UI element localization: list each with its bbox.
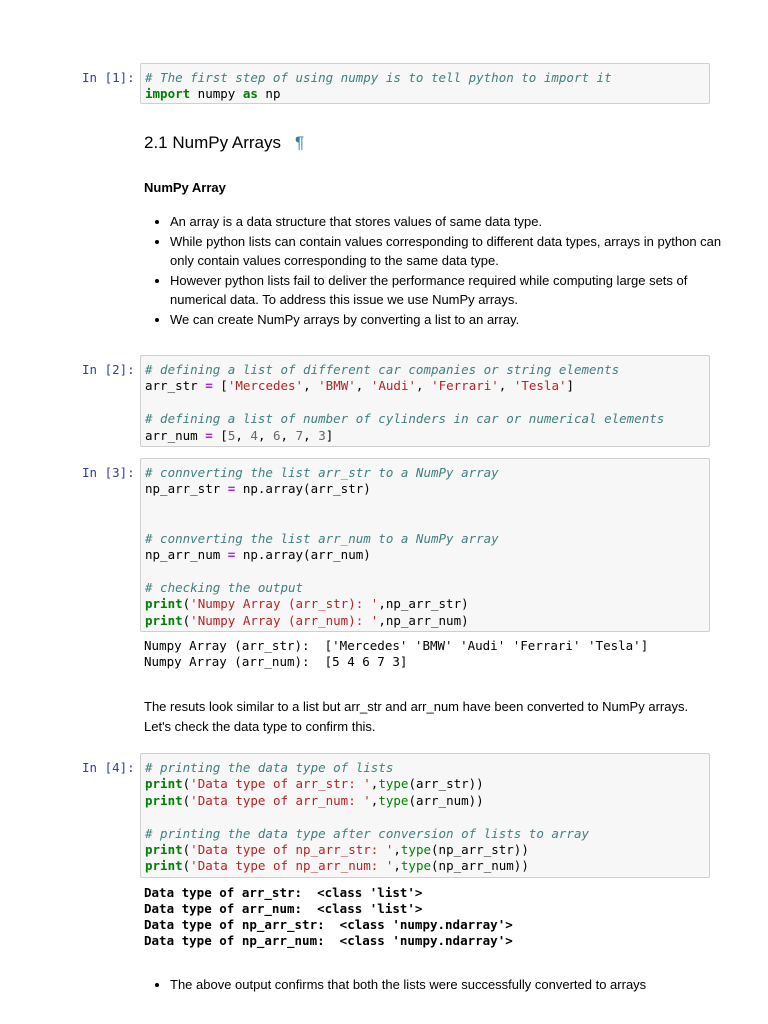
paragraph-line: Let's check the data type to confirm this.: [144, 719, 376, 734]
code-token: print: [145, 776, 183, 792]
code-token: ,: [235, 427, 251, 443]
cell-3-output: [144, 638, 648, 670]
code-token: (: [182, 792, 191, 808]
code-line[interactable]: [145, 547, 705, 563]
cell-1-prompt: In [1]:: [82, 70, 135, 85]
code-token: print: [145, 858, 183, 874]
list-item: • We can create NumPy arrays by converting a list to an array.: [170, 310, 740, 330]
code-line[interactable]: [145, 481, 705, 497]
bullet-list-2: [144, 975, 740, 995]
code-token: import: [145, 86, 191, 102]
output-line: Data type of arr_num: <class 'list'>: [144, 901, 423, 916]
code-line[interactable]: [145, 809, 705, 825]
code-cell-4[interactable]: [140, 753, 710, 878]
code-token: =: [227, 481, 236, 497]
code-token: (arr_num)): [408, 792, 484, 808]
code-line[interactable]: [145, 858, 705, 874]
code-line[interactable]: [145, 411, 705, 427]
list-item: • While python lists can contain values corresponding to different data types, arrays in python can only contain values corresponding to the same data type.: [170, 232, 740, 271]
code-token: (: [182, 776, 191, 792]
code-token: (arr_str)): [408, 776, 484, 792]
code-token: np.array(arr_str): [235, 481, 371, 497]
section-heading: [144, 133, 304, 153]
code-line[interactable]: [145, 428, 705, 444]
code-token: print: [145, 612, 183, 628]
code-token: np_arr_str: [145, 481, 228, 497]
code-token: (: [182, 858, 191, 874]
list-item: • The above output confirms that both the lists were successfully converted to arrays: [170, 975, 740, 995]
code-token: 5: [227, 427, 236, 443]
code-line[interactable]: [145, 378, 705, 394]
code-token: numpy: [190, 86, 243, 102]
code-cell-1[interactable]: [140, 63, 710, 104]
anchor-link-icon[interactable]: ¶: [295, 133, 305, 152]
cell-2-prompt: In [2]:: [82, 362, 135, 377]
code-token: [: [212, 378, 228, 394]
code-token: 6: [273, 427, 281, 443]
code-token: 4: [250, 427, 258, 443]
code-cell-2[interactable]: [140, 355, 710, 447]
code-token: ,: [393, 858, 401, 874]
code-line[interactable]: [145, 86, 705, 102]
code-token: np: [257, 86, 281, 102]
code-line[interactable]: [145, 580, 705, 596]
code-token: 'Data type of np_arr_num: ': [190, 858, 394, 874]
code-token: ]: [325, 427, 334, 443]
code-token: ,: [370, 776, 379, 792]
code-token: # defining a list of number of cylinders in car or numerical elements: [145, 411, 665, 427]
code-token: 'Numpy Array (arr_num): ': [190, 612, 379, 628]
code-token: ,: [257, 427, 273, 443]
output-line: Data type of arr_str: <class 'list'>: [144, 885, 423, 900]
code-token: =: [227, 546, 236, 562]
code-token: 'Data type of np_arr_str: ': [190, 841, 394, 857]
code-token: ,: [280, 427, 296, 443]
code-token: # defining a list of different car companies or string elements: [145, 362, 620, 377]
code-line[interactable]: [145, 498, 705, 514]
output-line: Numpy Array (arr_num): [5 4 6 7 3]: [144, 654, 408, 669]
code-line[interactable]: [145, 842, 705, 858]
cell-4-output: [144, 885, 513, 949]
code-line[interactable]: [145, 465, 705, 481]
code-token: # printing the data type of lists: [145, 760, 394, 775]
code-token: ,: [355, 378, 371, 394]
paragraph: [144, 697, 714, 737]
code-token: np.array(arr_num): [235, 546, 371, 562]
code-token: 3: [318, 427, 326, 443]
code-token: ]: [566, 378, 575, 394]
code-line[interactable]: [145, 514, 705, 530]
output-line: Numpy Array (arr_str): ['Mercedes' 'BMW' 'Audi' 'Ferrari' 'Tesla']: [144, 638, 649, 653]
code-token: 'BMW': [318, 378, 356, 394]
code-token: ,np_arr_str): [378, 596, 469, 612]
code-token: arr_str: [145, 378, 206, 394]
code-token: ,: [498, 378, 514, 394]
code-token: 'Mercedes': [227, 378, 304, 394]
code-token: print: [145, 792, 183, 808]
code-line[interactable]: [145, 760, 705, 776]
cell-3-prompt: In [3]:: [82, 465, 135, 480]
code-token: ,: [416, 378, 432, 394]
code-token: np_arr_num: [145, 546, 228, 562]
cell-4-prompt: In [4]:: [82, 760, 135, 775]
code-line[interactable]: [145, 826, 705, 842]
code-token: (: [182, 841, 191, 857]
output-line: Data type of np_arr_str: <class 'numpy.ndarray'>: [144, 917, 513, 932]
code-line[interactable]: [145, 395, 705, 411]
code-token: type: [378, 792, 409, 808]
code-line[interactable]: [145, 70, 705, 86]
code-token: # connverting the list arr_num to a NumPy array: [145, 530, 499, 546]
code-token: (: [182, 612, 191, 628]
code-token: =: [205, 427, 213, 443]
code-line[interactable]: [145, 531, 705, 547]
code-token: 'Numpy Array (arr_str): ': [190, 596, 379, 612]
code-token: (np_arr_str)): [431, 841, 529, 857]
code-token: print: [145, 841, 183, 857]
code-token: ,: [303, 427, 319, 443]
code-token: =: [205, 378, 213, 394]
code-token: 'Tesla': [513, 378, 567, 394]
code-token: (np_arr_num)): [431, 858, 529, 874]
code-line[interactable]: [145, 563, 705, 579]
list-item: • However python lists fail to deliver the performance required while computing large sets of numerical data. To address this issue we use NumPy arrays.: [170, 271, 740, 310]
code-token: # printing the data type after conversion of lists to array: [145, 825, 590, 841]
code-token: type: [378, 776, 409, 792]
code-token: 'Ferrari': [431, 378, 499, 394]
code-token: print: [145, 596, 183, 612]
heading-text: 2.1 NumPy Arrays: [144, 133, 281, 152]
bullet-list: [144, 212, 740, 329]
code-token: # checking the output: [145, 579, 304, 595]
code-token: ,: [393, 841, 401, 857]
code-token: # The first step of using numpy is to tell python to import it: [145, 70, 612, 85]
code-token: 'Data type of arr_num: ': [190, 792, 371, 808]
code-line[interactable]: [145, 362, 705, 378]
code-line[interactable]: [145, 793, 705, 809]
code-token: [: [212, 427, 228, 443]
code-token: 'Data type of arr_str: ': [190, 776, 371, 792]
code-token: # connverting the list arr_str to a NumPy array: [145, 465, 499, 480]
output-line: Data type of np_arr_num: <class 'numpy.ndarray'>: [144, 933, 513, 948]
code-token: arr_num: [145, 427, 206, 443]
code-line[interactable]: [145, 613, 705, 629]
code-token: 7: [295, 427, 304, 443]
code-token: ,: [370, 792, 379, 808]
subheading: NumPy Array: [144, 180, 226, 195]
code-cell-3[interactable]: [140, 458, 710, 632]
code-token: ,np_arr_num): [378, 612, 469, 628]
list-item: • An array is a data structure that stores values of same data type.: [170, 212, 740, 232]
paragraph-line: The resuts look similar to a list but arr_str and arr_num have been converted to NumPy arrays.: [144, 699, 689, 714]
code-token: ,: [303, 378, 319, 394]
code-line[interactable]: [145, 596, 705, 612]
code-token: type: [400, 841, 432, 857]
code-token: type: [400, 858, 432, 874]
code-line[interactable]: [145, 776, 705, 792]
code-token: 'Audi': [370, 378, 416, 394]
code-token: (: [182, 596, 191, 612]
code-token: as: [242, 86, 258, 102]
